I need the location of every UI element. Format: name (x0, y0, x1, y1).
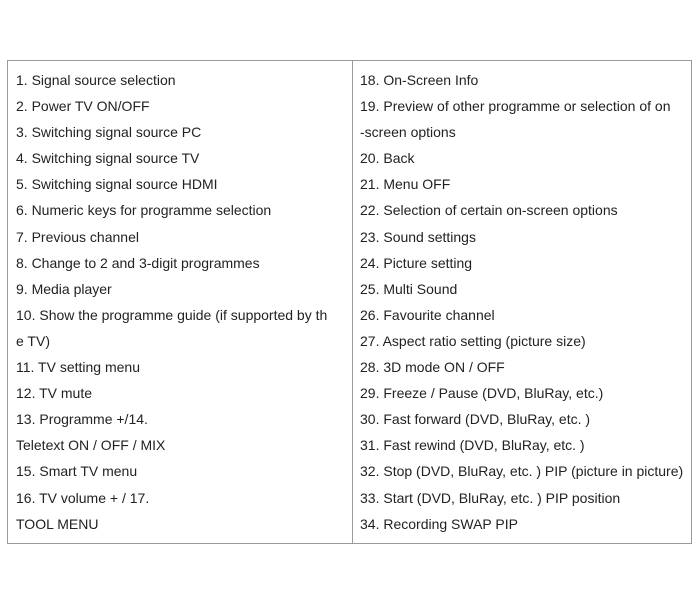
legend-line: 4. Switching signal source TV (16, 150, 200, 167)
legend-line: 33. Start (DVD, BluRay, etc. ) PIP position (360, 489, 621, 506)
legend-line: TOOL MENU (16, 515, 99, 532)
legend-line: 7. Previous channel (16, 228, 139, 245)
legend-line: 20. Back (360, 150, 415, 167)
legend-line: -screen options (360, 124, 456, 141)
legend-line: 28. 3D mode ON / OFF (360, 359, 505, 376)
legend-line: 12. TV mute (16, 385, 93, 402)
right-column (353, 61, 691, 543)
legend-line: 9. Media player (16, 280, 112, 297)
legend-line: 3. Switching signal source PC (16, 124, 202, 141)
legend-line: 15. Smart TV menu (16, 463, 138, 480)
legend-line: 22. Selection of certain on-screen options (360, 202, 618, 219)
legend-line: 10. Show the programme guide (if supported by th (16, 306, 328, 323)
legend-line: 24. Picture setting (360, 254, 473, 271)
legend-line: 21. Menu OFF (360, 176, 451, 193)
legend-line: e TV) (16, 332, 50, 349)
legend-line: 2. Power TV ON/OFF (16, 98, 150, 115)
legend-line: 27. Aspect ratio setting (picture size) (360, 332, 586, 349)
left-column (8, 61, 353, 543)
legend-line: 8. Change to 2 and 3-digit programmes (16, 254, 260, 271)
legend-line: 25. Multi Sound (360, 280, 458, 297)
legend-line: 18. On-Screen Info (360, 72, 479, 88)
legend-line: Teletext ON / OFF / MIX (16, 437, 166, 454)
legend-line: 31. Fast rewind (DVD, BluRay, etc. ) (360, 437, 585, 454)
legend-line: 1. Signal source selection (16, 72, 176, 88)
legend-line: 13. Programme +/14. (16, 411, 148, 428)
legend-line: 30. Fast forward (DVD, BluRay, etc. ) (360, 411, 591, 428)
legend-line: 32. Stop (DVD, BluRay, etc. ) PIP (picture in picture) (360, 463, 684, 480)
legend-line: 5. Switching signal source HDMI (16, 176, 218, 193)
legend-line: 16. TV volume + / 17. (16, 489, 150, 506)
legend-line: 19. Preview of other programme or selection of on (360, 98, 671, 115)
legend-line: 26. Favourite channel (360, 306, 495, 323)
legend-line: 23. Sound settings (360, 228, 476, 245)
legend-line: 34. Recording SWAP PIP (360, 515, 518, 532)
legend-line: 11. TV setting menu (16, 359, 140, 376)
legend-line: 6. Numeric keys for programme selection (16, 202, 272, 219)
legend-line: 29. Freeze / Pause (DVD, BluRay, etc.) (360, 385, 604, 402)
remote-legend-table (7, 60, 692, 544)
